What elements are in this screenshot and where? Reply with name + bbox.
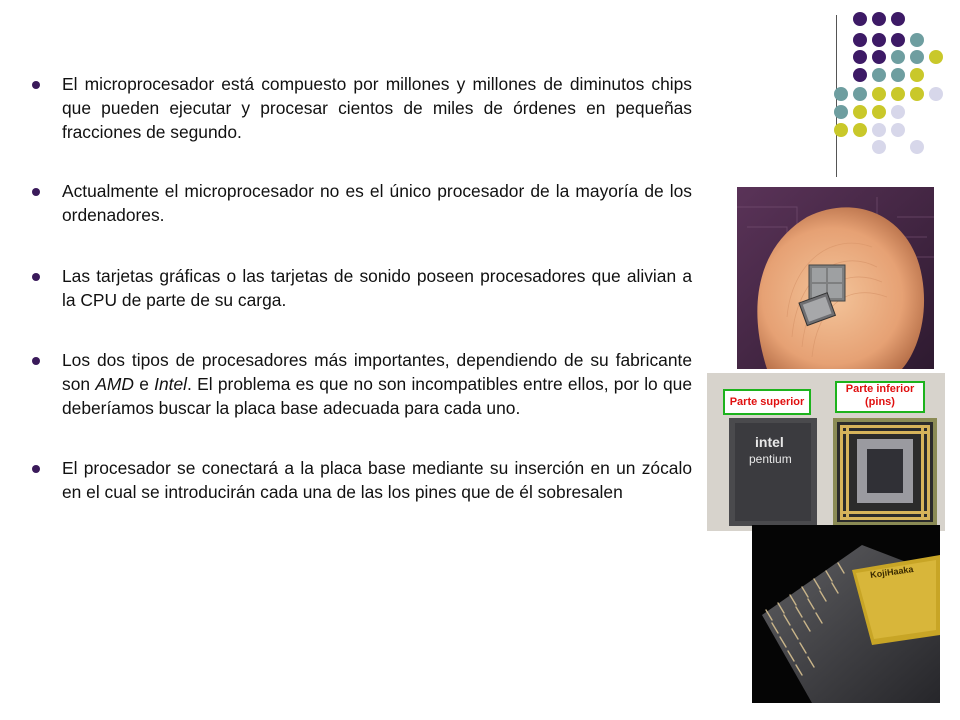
dot [872, 123, 886, 137]
cpu-pins-image [752, 525, 940, 703]
dot [853, 50, 867, 64]
dot [910, 140, 924, 154]
bullet-item [32, 456, 692, 504]
dot [910, 87, 924, 101]
dot [891, 87, 905, 101]
bullet-text: Actualmente el microprocesador no es el único procesador de la mayoría de los ordenadores. [62, 181, 692, 225]
dot [853, 12, 867, 26]
dot [929, 50, 943, 64]
dot [853, 68, 867, 82]
bullet-text: Los dos tipos de procesadores más importantes, dependiendo de su fabricante son AMD e Intel. El problema es que no son incompatibles entre ellos, por lo que deberíamos buscar la placa base adecuada para cada uno. [62, 350, 693, 418]
label-bottom-side: Parte inferior (pins) [835, 381, 925, 413]
bullet-mark [32, 465, 40, 473]
bullet-mark [32, 357, 40, 365]
dot [853, 123, 867, 137]
dot [929, 87, 943, 101]
fingertip-chips-image [737, 187, 934, 369]
bullet-mark [32, 81, 40, 89]
dot [910, 68, 924, 82]
dot [891, 33, 905, 47]
bullet-text: El procesador se conectará a la placa base mediante su inserción en un zócalo en el cual se introducirán cada una de las los pines que de él sobresalen [62, 458, 692, 502]
bullet-mark [32, 273, 40, 281]
dot [872, 12, 886, 26]
chip-brand-text: intel [755, 434, 784, 450]
bullet-item [32, 348, 692, 420]
dot [853, 105, 867, 119]
dot [872, 33, 886, 47]
dot [872, 50, 886, 64]
dot [910, 50, 924, 64]
dot [891, 68, 905, 82]
dot [872, 105, 886, 119]
dot [834, 123, 848, 137]
dot [834, 87, 848, 101]
dot [891, 12, 905, 26]
label-top-side: Parte superior [723, 389, 811, 415]
dot [853, 87, 867, 101]
dot [872, 140, 886, 154]
dot [891, 50, 905, 64]
bullet-item [32, 72, 692, 144]
bullet-text: El microprocesador está compuesto por millones y millones de diminutos chips que pueden ejecutar y procesar cientos de miles de órdenes en pequeñas fracciones de segundo. [62, 74, 692, 142]
dot [853, 33, 867, 47]
bullet-mark [32, 188, 40, 196]
bullet-text: Las tarjetas gráficas o las tarjetas de sonido poseen procesadores que alivian a la CPU de parte de su carga. [62, 266, 692, 310]
bullet-item [32, 179, 692, 227]
bullet-item [32, 264, 692, 312]
dot [872, 68, 886, 82]
dot [834, 105, 848, 119]
bullet-list [32, 72, 692, 504]
dot [910, 33, 924, 47]
dot [891, 105, 905, 119]
pentium-chip-image [707, 373, 945, 531]
dot [891, 123, 905, 137]
chip-model-text: pentium [749, 452, 792, 466]
dot [872, 87, 886, 101]
sticker-text: KojiHaaka [869, 564, 915, 580]
